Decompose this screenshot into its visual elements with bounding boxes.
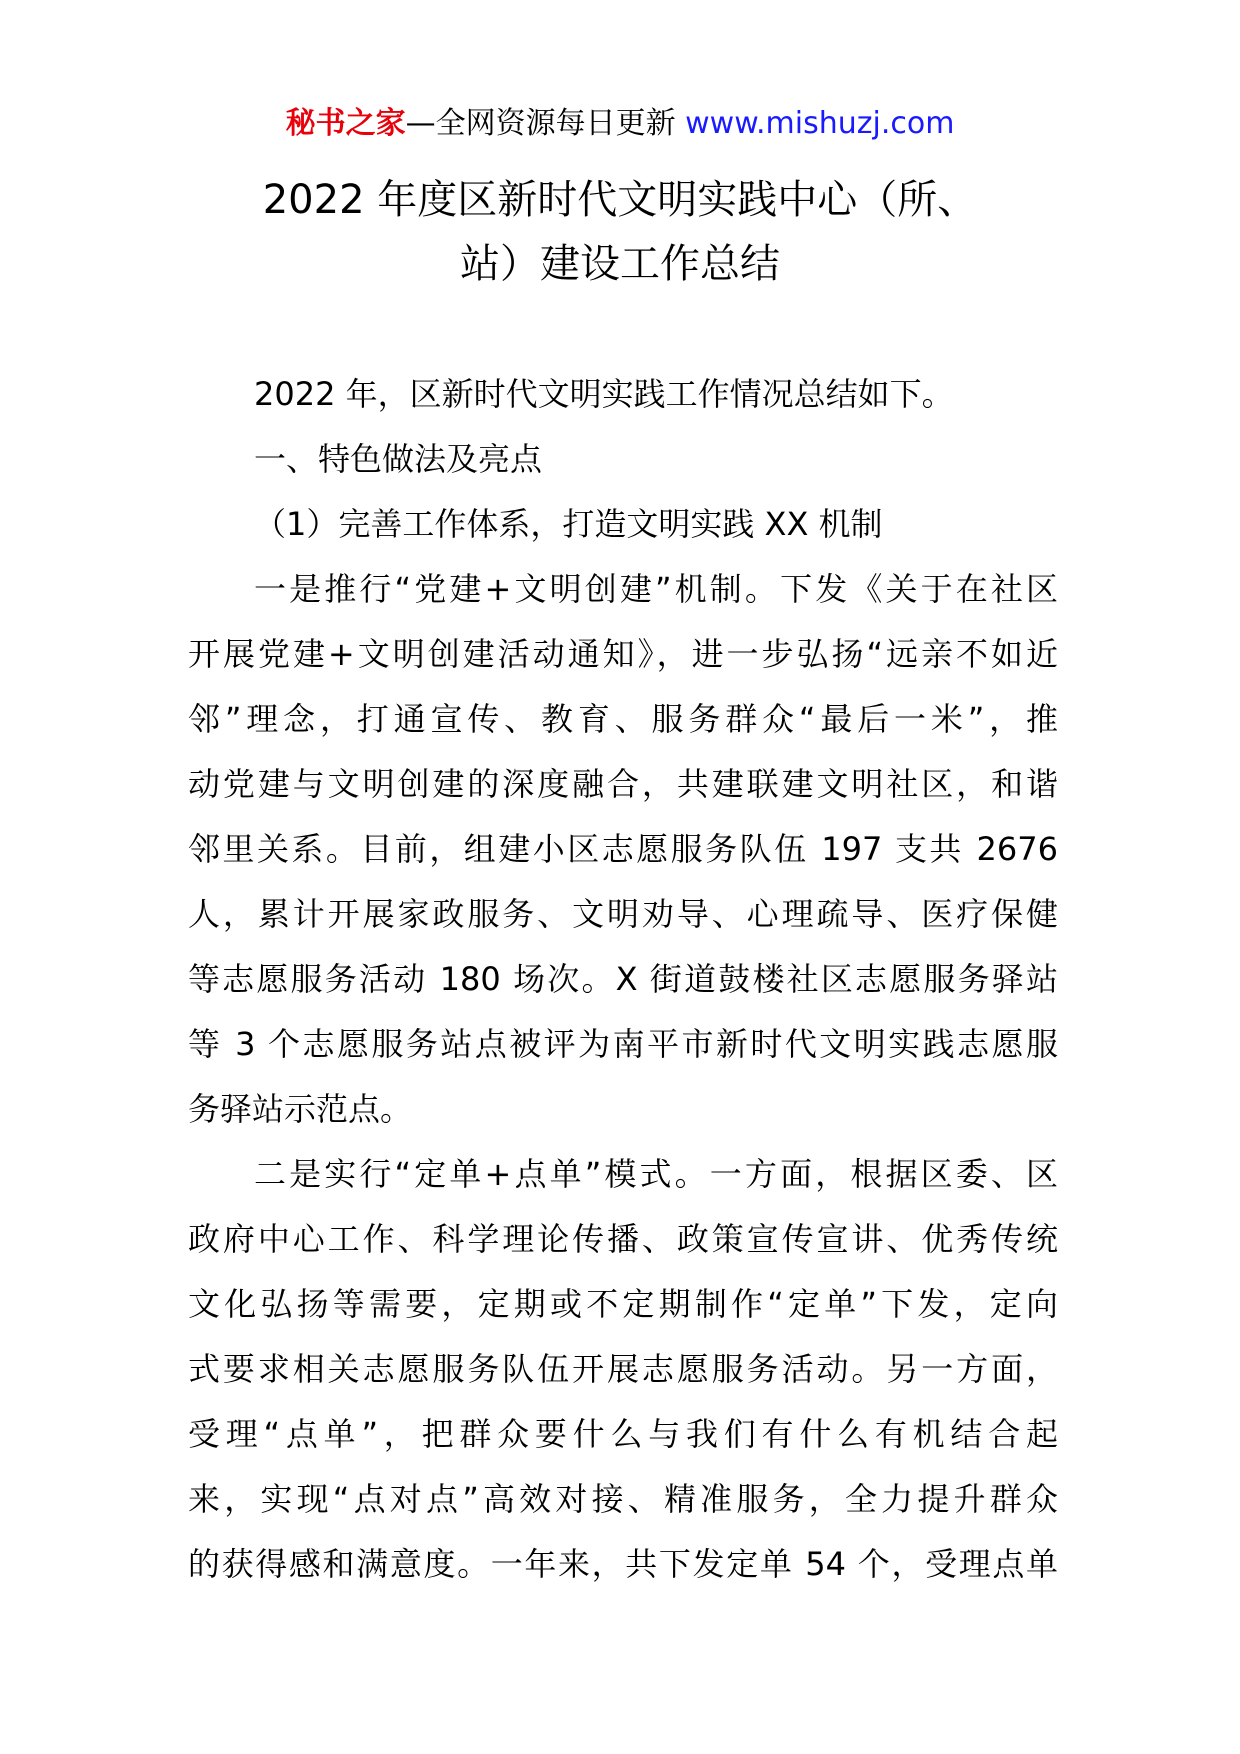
paragraph-line: 等志愿服务活动 180 场次。X 街道鼓楼社区志愿服务驿站 bbox=[188, 960, 1058, 998]
paragraph-line: 人，累计开展家政服务、文明劝导、心理疏导、医疗保健 bbox=[188, 895, 1058, 933]
document-title bbox=[0, 168, 1240, 296]
paragraph-line: 邻里关系。目前，组建小区志愿服务队伍 197 支共 2676 bbox=[188, 830, 1058, 868]
paragraph-line: 式要求相关志愿服务队伍开展志愿服务活动。另一方面， bbox=[188, 1350, 1058, 1388]
section-heading: 一、特色做法及亮点 bbox=[254, 440, 543, 478]
paragraph-line: 来，实现“点对点”高效对接、精准服务，全力提升群众 bbox=[188, 1480, 1058, 1518]
paragraph-line: 等 3 个志愿服务站点被评为南平市新时代文明实践志愿服 bbox=[188, 1025, 1058, 1063]
document-body bbox=[188, 362, 1058, 1597]
paragraph-line: 邻”理念，打通宣传、教育、服务群众“最后一米”，推 bbox=[188, 700, 1058, 738]
subsection-heading: （1）完善工作体系，打造文明实践 XX 机制 bbox=[254, 505, 883, 543]
title-line-1: 2022 年度区新时代文明实践中心（所、 bbox=[262, 177, 978, 223]
title-line-2: 站）建设工作总结 bbox=[460, 241, 780, 287]
paragraph-party-building bbox=[188, 557, 1058, 1142]
paragraph-line: 受理“点单”，把群众要什么与我们有什么有机结合起 bbox=[188, 1415, 1058, 1453]
paragraph-line: 务驿站示范点。 bbox=[188, 1090, 413, 1128]
paragraph-order-mode bbox=[188, 1142, 1058, 1597]
paragraph-line: 动党建与文明创建的深度融合，共建联建文明社区，和谐 bbox=[188, 765, 1058, 803]
site-header-banner bbox=[0, 104, 1240, 144]
paragraph-line: 二是实行“定单+点单”模式。一方面，根据区委、区 bbox=[254, 1155, 1058, 1193]
intro-paragraph: 2022 年，区新时代文明实践工作情况总结如下。 bbox=[254, 375, 954, 413]
paragraph-line: 文化弘扬等需要，定期或不定期制作“定单”下发，定向 bbox=[188, 1285, 1058, 1323]
paragraph-line: 一是推行“党建+文明创建”机制。下发《关于在社区 bbox=[254, 570, 1058, 608]
site-url-link[interactable]: www.mishuzj.com bbox=[685, 106, 955, 141]
header-slogan: —全网资源每日更新 bbox=[405, 106, 676, 141]
paragraph-line: 政府中心工作、科学理论传播、政策宣传宣讲、优秀传统 bbox=[188, 1220, 1058, 1258]
paragraph-line: 的获得感和满意度。一年来，共下发定单 54 个，受理点单 bbox=[188, 1545, 1058, 1583]
brand-name: 秘书之家 bbox=[285, 106, 406, 141]
paragraph-line: 开展党建+文明创建活动通知》，进一步弘扬“远亲不如近 bbox=[188, 635, 1058, 673]
